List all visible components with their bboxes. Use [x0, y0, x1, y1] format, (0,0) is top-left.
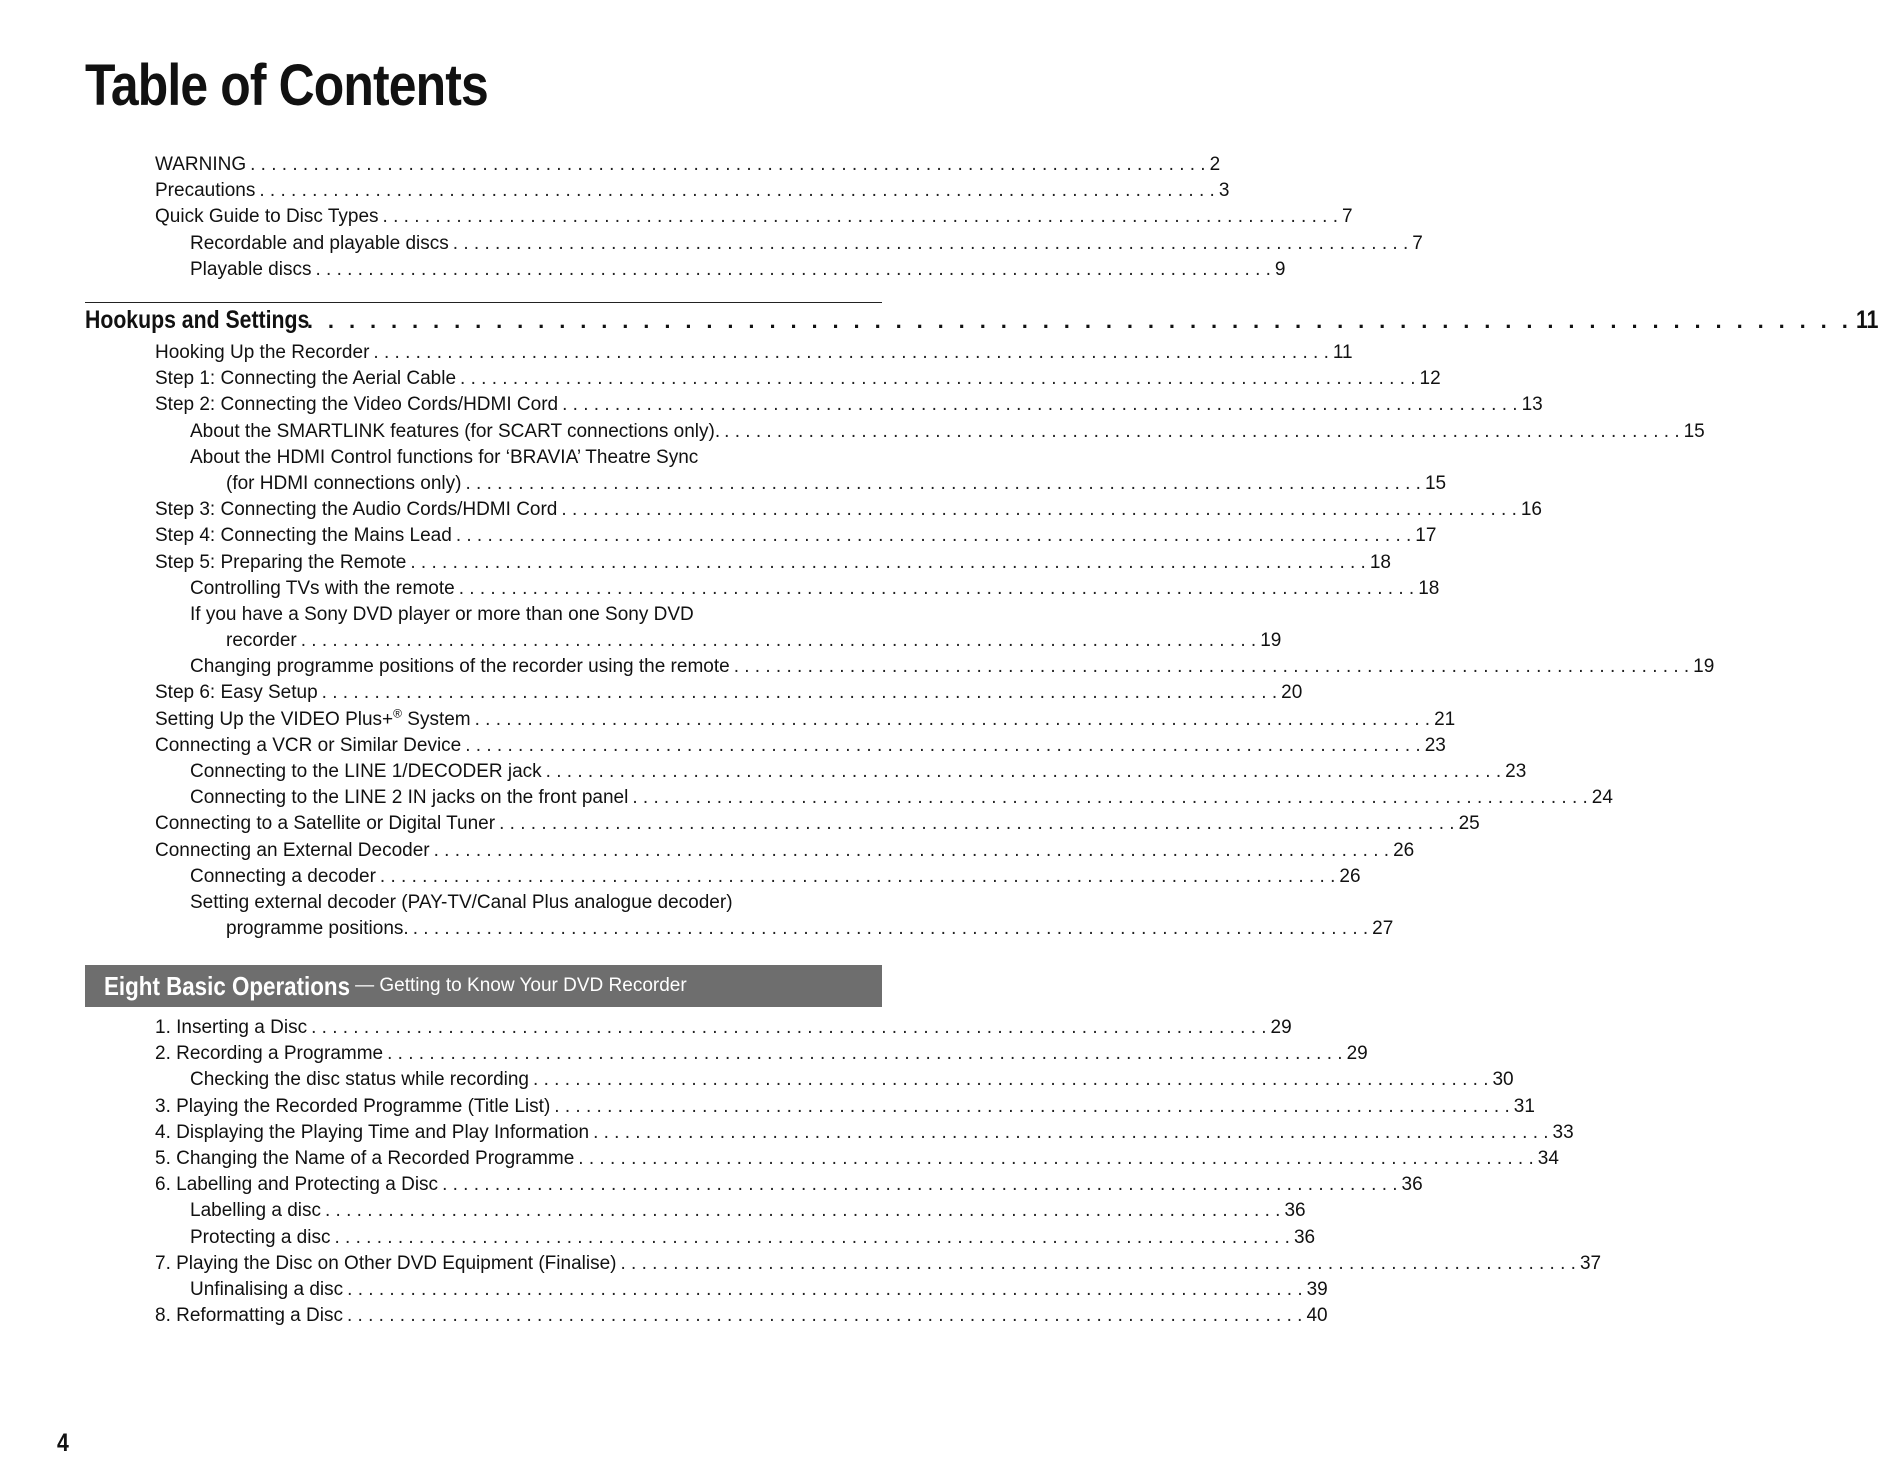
- dot-leader: [379, 204, 1342, 230]
- toc-entry-page: 2: [1209, 154, 1221, 175]
- toc-entry-title: 6. Labelling and Protecting a Disc: [155, 1174, 439, 1196]
- toc-entry-title: Quick Guide to Disc Types: [155, 206, 379, 228]
- dot-leader: [730, 654, 1693, 680]
- toc-entry-title: Connecting an External Decoder: [155, 839, 430, 861]
- toc-entry[interactable]: [155, 392, 1543, 418]
- toc-entry-title: About the HDMI Control functions for ‘BRAVIA’ Theatre Sync: [190, 446, 699, 468]
- dot-leader: [471, 707, 1434, 733]
- toc-entry[interactable]: [155, 838, 1415, 864]
- toc-entry-page: 21: [1434, 708, 1456, 730]
- dot-leader: [307, 308, 1852, 334]
- dot-leader: [297, 628, 1260, 654]
- toc-entry-title: About the SMARTLINK features (for SCART connections only).: [190, 420, 721, 442]
- toc-entry-title: Step 1: Connecting the Aerial Cable: [155, 368, 457, 390]
- dot-leader: [628, 785, 1591, 811]
- toc-entry-title: Connecting to a Satellite or Digital Tuner: [155, 813, 496, 835]
- toc-entry-page: 19: [1260, 630, 1282, 652]
- toc-entry[interactable]: [155, 366, 1441, 392]
- toc-entry-title: Unfinalising a disc: [190, 1278, 344, 1300]
- toc-entry-title: Connecting to the LINE 2 IN jacks on the front panel: [190, 787, 629, 809]
- dot-leader: [307, 1015, 1270, 1041]
- dot-leader: [343, 1303, 1306, 1329]
- toc-entry-title: Checking the disc status while recording: [190, 1069, 530, 1091]
- dot-leader: [550, 1094, 1513, 1120]
- toc-entry-title: Step 6: Easy Setup: [155, 682, 318, 704]
- toc-entry[interactable]: [226, 916, 1394, 942]
- dot-leader: [430, 838, 1393, 864]
- toc-entry-title: (for HDMI connections only): [226, 472, 462, 494]
- toc-entry-page: 7: [1412, 232, 1423, 254]
- toc-entry[interactable]: [190, 654, 1715, 680]
- toc-entry[interactable]: [190, 419, 1705, 445]
- toc-entry[interactable]: [155, 706, 1456, 733]
- dot-leader: [455, 576, 1418, 602]
- toc-entry[interactable]: [155, 1041, 1368, 1067]
- toc-entry-page: 40: [1306, 1305, 1328, 1327]
- toc-entry-title: Labelling a disc: [190, 1200, 321, 1222]
- dot-leader: [383, 1041, 1346, 1067]
- dot-leader: [311, 257, 1274, 283]
- toc-entry-page: 31: [1513, 1095, 1535, 1117]
- toc-entry-title: 2. Recording a Programme: [155, 1043, 384, 1065]
- toc-entry-page: 29: [1270, 1017, 1292, 1038]
- dot-leader: [616, 1251, 1579, 1277]
- dot-leader: [369, 340, 1332, 366]
- toc-entry-title: 8. Reformatting a Disc: [155, 1305, 343, 1327]
- toc-entry[interactable]: [155, 1015, 1292, 1041]
- toc-entry[interactable]: [155, 497, 1542, 523]
- toc-entry-page: 24: [1591, 787, 1613, 809]
- toc-entry[interactable]: [155, 204, 1353, 230]
- toc-entry-title: Protecting a disc: [190, 1226, 331, 1248]
- hookups-toc-list: [0, 340, 1715, 942]
- dot-leader: [376, 864, 1339, 890]
- dot-leader: [438, 1172, 1401, 1198]
- dot-leader: [409, 916, 1372, 942]
- registered-mark: ®: [393, 706, 402, 721]
- toc-entry-title: programme positions.: [226, 918, 409, 940]
- toc-entry[interactable]: [190, 231, 1423, 257]
- toc-entry-page: 17: [1415, 525, 1437, 547]
- dot-leader: [720, 419, 1683, 445]
- dot-leader: [558, 392, 1521, 418]
- toc-entry[interactable]: [155, 811, 1480, 837]
- dot-leader: [461, 471, 1424, 497]
- dot-leader: [343, 1277, 1306, 1303]
- toc-entry-page: 37: [1579, 1252, 1602, 1274]
- toc-entry-title: Recordable and playable discs: [190, 232, 449, 254]
- toc-entry-page: 29: [1346, 1043, 1368, 1065]
- intro-toc-list: [0, 152, 1423, 283]
- toc-entry-page: 25: [1458, 813, 1480, 835]
- toc-entry-title: Setting external decoder (PAY-TV/Canal Plus analogue decoder): [190, 891, 733, 913]
- basic-operations-toc-list: [0, 1015, 1602, 1329]
- toc-entry-page: 3: [1218, 180, 1230, 202]
- toc-entry[interactable]: [190, 1067, 1514, 1093]
- page-number: 4: [57, 1429, 69, 1457]
- page-title: Table of Contents: [85, 53, 488, 118]
- toc-entry-title: 1. Inserting a Disc: [155, 1017, 308, 1038]
- toc-entry-title: Setting Up the VIDEO Plus+® System: [155, 706, 471, 730]
- toc-entry[interactable]: [155, 1303, 1328, 1329]
- toc-entry-title: 4. Displaying the Playing Time and Play Information: [155, 1121, 590, 1143]
- toc-entry[interactable]: [190, 785, 1613, 811]
- toc-entry-title: Connecting a VCR or Similar Device: [155, 734, 462, 756]
- toc-entry[interactable]: [190, 1225, 1316, 1251]
- toc-entry-title: recorder: [226, 630, 297, 652]
- toc-entry[interactable]: [155, 152, 1221, 178]
- toc-entry[interactable]: [155, 550, 1391, 576]
- toc-entry[interactable]: [155, 1120, 1574, 1146]
- toc-entry[interactable]: [190, 445, 882, 471]
- toc-entry-title: Playable discs: [190, 258, 312, 280]
- toc-entry-page: 19: [1693, 656, 1715, 678]
- toc-entry[interactable]: [155, 178, 1230, 204]
- toc-entry[interactable]: [190, 576, 1440, 602]
- toc-entry-page: 23: [1424, 734, 1446, 756]
- toc-entry-page: 23: [1505, 761, 1527, 782]
- toc-entry[interactable]: [155, 733, 1446, 759]
- toc-entry-title: Changing programme positions of the recorder using the remote: [190, 656, 730, 678]
- toc-entry-title: Controlling TVs with the remote: [190, 577, 455, 599]
- toc-entry-title: Connecting a decoder: [190, 865, 376, 887]
- toc-entry-page: 18: [1418, 577, 1440, 599]
- toc-entry-title: 3. Playing the Recorded Programme (Title List): [155, 1095, 551, 1117]
- toc-entry-page: 34: [1537, 1147, 1559, 1169]
- dot-leader: [321, 1198, 1284, 1224]
- dot-leader: [456, 366, 1419, 392]
- toc-entry-page: 16: [1520, 499, 1542, 521]
- toc-entry-title: Step 4: Connecting the Mains Lead: [155, 525, 452, 547]
- toc-entry-title: 5. Changing the Name of a Recorded Programme: [155, 1147, 575, 1169]
- toc-entry-page: 36: [1284, 1200, 1306, 1222]
- dot-leader: [452, 523, 1415, 549]
- toc-entry[interactable]: [190, 257, 1286, 283]
- toc-entry-page: 15: [1424, 472, 1447, 494]
- toc-entry-page: 7: [1342, 206, 1353, 228]
- toc-entry-page: 18: [1369, 551, 1391, 573]
- toc-entry-page: 36: [1293, 1226, 1316, 1248]
- toc-entry[interactable]: [190, 759, 1527, 785]
- dot-leader: [255, 178, 1218, 204]
- toc-entry[interactable]: [190, 890, 882, 916]
- toc-entry-title: Step 3: Connecting the Audio Cords/HDMI Cord: [155, 499, 558, 521]
- toc-entry-page: 11: [1332, 342, 1353, 363]
- toc-entry-page: 9: [1274, 258, 1286, 280]
- dot-leader: [589, 1120, 1552, 1146]
- toc-entry-title: 7. Playing the Disc on Other DVD Equipment (Finalise): [155, 1252, 617, 1274]
- dot-leader: [330, 1225, 1293, 1251]
- toc-entry-page: 39: [1306, 1278, 1328, 1300]
- toc-entry-page: 27: [1372, 918, 1394, 940]
- toc-entry-page: 12: [1419, 368, 1441, 390]
- toc-entry-page: 20: [1281, 682, 1303, 704]
- dot-leader: [461, 733, 1424, 759]
- toc-entry-page: 30: [1492, 1069, 1514, 1091]
- dot-leader: [246, 152, 1209, 178]
- toc-entry[interactable]: [190, 1198, 1306, 1224]
- toc-entry-page: 15: [1683, 420, 1705, 442]
- section-title: Hookups and Settings: [85, 306, 310, 334]
- toc-entry-page: 26: [1339, 865, 1361, 887]
- toc-entry-title: Precautions: [155, 180, 256, 202]
- section-heading-basic-operations[interactable]: [85, 965, 882, 1007]
- toc-entry-title: Connecting to the LINE 1/DECODER jack: [190, 761, 542, 782]
- toc-entry[interactable]: [155, 1172, 1423, 1198]
- toc-entry[interactable]: [155, 680, 1303, 706]
- dot-leader: [495, 811, 1458, 837]
- dot-leader: [449, 231, 1412, 257]
- toc-entry-title: WARNING: [155, 154, 247, 175]
- dot-leader: [406, 550, 1369, 576]
- toc-entry-page: 26: [1393, 839, 1415, 861]
- toc-entry-title: Hooking Up the Recorder: [155, 342, 370, 363]
- toc-entry[interactable]: [155, 1094, 1535, 1120]
- section-page: 11: [1856, 306, 1879, 334]
- dot-leader: [574, 1146, 1537, 1172]
- dot-leader: [557, 497, 1520, 523]
- toc-entry[interactable]: [155, 523, 1437, 549]
- dot-leader: [318, 680, 1281, 706]
- toc-entry[interactable]: [226, 471, 1447, 497]
- toc-entry[interactable]: [226, 628, 1282, 654]
- toc-entry-page: 13: [1521, 394, 1543, 416]
- section-divider: [85, 302, 882, 303]
- toc-entry[interactable]: [155, 340, 1353, 366]
- toc-entry-title: Step 2: Connecting the Video Cords/HDMI Cord: [155, 394, 559, 416]
- toc-entry-title: If you have a Sony DVD player or more than one Sony DVD: [190, 603, 694, 625]
- toc-entry-title: Step 5: Preparing the Remote: [155, 551, 407, 573]
- section-heading-hookups[interactable]: [85, 306, 1879, 338]
- section-title: Eight Basic Operations: [104, 970, 351, 1001]
- section-subtitle: — Getting to Know Your DVD Recorder: [355, 975, 687, 996]
- toc-entry[interactable]: [155, 1146, 1559, 1172]
- toc-entry[interactable]: [190, 864, 1361, 890]
- toc-entry-page: 33: [1552, 1121, 1574, 1143]
- toc-entry[interactable]: [190, 602, 882, 628]
- dot-leader: [529, 1067, 1492, 1093]
- toc-entry[interactable]: [155, 1251, 1602, 1277]
- dot-leader: [542, 759, 1505, 785]
- toc-entry[interactable]: [190, 1277, 1328, 1303]
- toc-entry-page: 36: [1401, 1174, 1423, 1196]
